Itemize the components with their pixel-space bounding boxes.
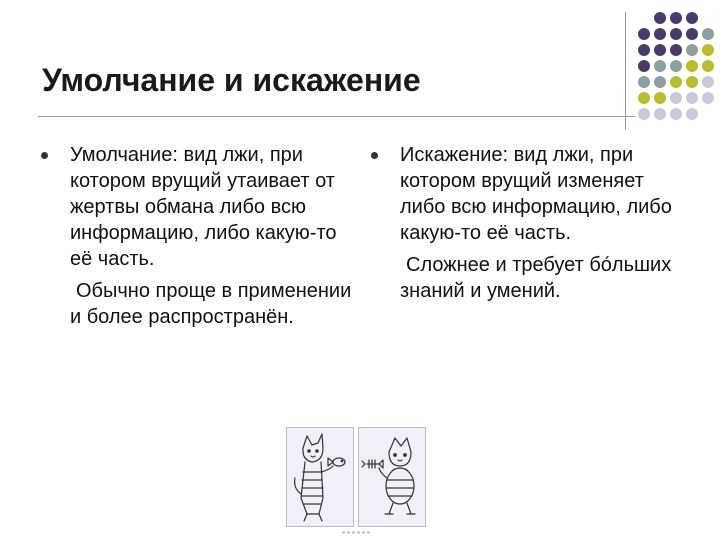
decorative-dot xyxy=(702,76,714,88)
title-underline xyxy=(38,116,635,117)
bullet-icon xyxy=(41,152,48,159)
decorative-dot xyxy=(686,28,698,40)
decorative-dot xyxy=(702,60,714,72)
decorative-dot xyxy=(654,28,666,40)
decorative-dot xyxy=(654,60,666,72)
cat-eating-fish-drawing-icon xyxy=(358,427,426,527)
decorative-dot xyxy=(670,28,682,40)
decorative-dot xyxy=(686,108,698,120)
decorative-dot xyxy=(702,92,714,104)
slide-title: Умолчание и искажение xyxy=(42,62,421,98)
cat-with-fish-drawing-icon xyxy=(286,427,354,527)
decorative-dot xyxy=(670,108,682,120)
decorative-dot xyxy=(638,76,650,88)
decorative-dot xyxy=(670,12,682,24)
decorative-dot xyxy=(654,76,666,88)
decorative-dot xyxy=(686,76,698,88)
decorative-dot xyxy=(670,60,682,72)
left-column xyxy=(70,142,355,330)
decorative-dot xyxy=(686,60,698,72)
decorative-dot xyxy=(638,108,650,120)
left-note: Обычно проще в применении и более распространён. xyxy=(70,280,352,328)
decorative-dot xyxy=(670,92,682,104)
decorative-dot xyxy=(654,12,666,24)
illustration xyxy=(286,427,428,527)
right-note: Сложнее и требует бо́льших знаний и умений. xyxy=(400,254,672,302)
decorative-dot xyxy=(654,92,666,104)
decorative-dot xyxy=(638,44,650,56)
decorative-dot xyxy=(654,108,666,120)
decorative-dot xyxy=(670,44,682,56)
bullet-icon xyxy=(371,152,378,159)
decorative-dot xyxy=(638,28,650,40)
decorative-dot-grid xyxy=(638,12,714,120)
right-definition: Искажение: вид лжи, при котором врущий изменяет либо всю информацию, либо какую-то её часть. xyxy=(400,144,672,244)
decorative-dot xyxy=(702,28,714,40)
figure-caption-mark xyxy=(340,530,374,535)
decorative-dot xyxy=(686,44,698,56)
vertical-divider xyxy=(625,12,626,130)
left-definition: Умолчание: вид лжи, при котором врущий утаивает от жертвы обмана либо всю информацию, либо какую-то её часть. xyxy=(70,144,337,270)
decorative-dot xyxy=(638,60,650,72)
decorative-dot xyxy=(654,44,666,56)
decorative-dot xyxy=(702,44,714,56)
decorative-dot xyxy=(638,92,650,104)
decorative-dot xyxy=(670,76,682,88)
right-column xyxy=(400,142,690,304)
decorative-dot xyxy=(686,12,698,24)
decorative-dot xyxy=(686,92,698,104)
